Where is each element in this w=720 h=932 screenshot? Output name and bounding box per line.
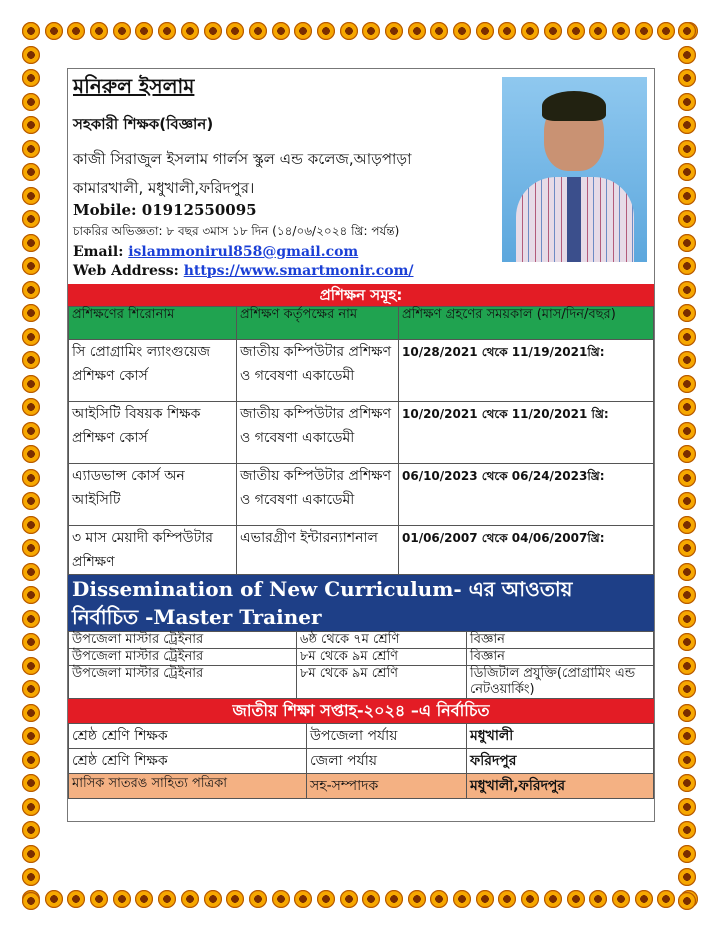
flower-icon [22,398,40,416]
flower-icon [22,868,40,886]
training-period-cell: 01/06/2007 থেকে 04/06/2007খ্রি: [399,526,654,575]
flower-icon [158,890,176,908]
flower-icon [340,890,358,908]
flower-icon [678,445,696,463]
web-link[interactable]: https://www.smartmonir.com/ [183,263,414,279]
web-label: Web Address: [73,263,184,279]
flower-icon [678,704,696,722]
master-trainer-title-line1: Dissemination of New Curriculum- এর আওতায় [72,577,573,601]
flower-icon [453,22,471,40]
magazine-role-cell: সহ-সম্পাদক [307,774,467,799]
flower-icon [45,890,63,908]
master-trainer-title-line2: নির্বাচিত -Master Trainer [72,605,322,629]
flower-icon [678,422,696,440]
flower-icon [158,22,176,40]
flower-icon [678,892,696,910]
flower-icon [612,22,630,40]
flower-icon [90,22,108,40]
education-week-title: জাতীয় শিক্ষা সপ্তাহ-২০২৪ –এ নির্বাচিত [68,699,654,723]
flower-icon [678,234,696,252]
flower-icon [678,633,696,651]
flower-border-left [22,22,42,910]
flower-icon [589,890,607,908]
flower-icon [678,680,696,698]
training-authority-cell: জাতীয় কম্পিউটার প্রশিক্ষণ ও গবেষণা একাডেমী [237,402,399,464]
flower-icon [22,140,40,158]
address: কামারখালী, মধুখালী,ফরিদপুর। [73,179,255,197]
table-row [69,340,654,402]
flower-icon [22,163,40,181]
flower-icon [544,22,562,40]
flower-icon [22,563,40,581]
flower-icon [22,46,40,64]
flower-icon [22,892,40,910]
flower-icon [22,210,40,228]
magazine-place-cell: মধুখালী,ফরিদপুর [467,774,654,799]
flower-icon [678,821,696,839]
mt-class-cell: ৮ম থেকে ৯ম শ্রেণি [297,666,467,699]
flower-icon [678,657,696,675]
profile-photo [502,77,647,262]
flower-icon [22,727,40,745]
training-period-cell: 10/28/2021 থেকে 11/19/2021খ্রি: [399,340,654,402]
flower-icon [678,257,696,275]
flower-icon [678,69,696,87]
flower-icon [635,22,653,40]
flower-icon [678,398,696,416]
master-trainer-title [68,575,654,631]
flower-icon [476,22,494,40]
flower-icon [453,890,471,908]
flower-icon [90,890,108,908]
flower-icon [204,22,222,40]
flower-icon [362,22,380,40]
flower-icon [678,469,696,487]
flower-icon [678,492,696,510]
flower-icon [678,351,696,369]
flower-icon [272,22,290,40]
ew-level-cell: উপজেলা পর্যায় [307,724,467,749]
flower-icon [476,890,494,908]
flower-icon [678,610,696,628]
mt-role-cell: উপজেলা মাস্টার ট্রেইনার [69,666,297,699]
flower-icon [226,22,244,40]
flower-icon [678,751,696,769]
resume-document [67,68,655,822]
flower-icon [272,890,290,908]
flower-icon [67,22,85,40]
flower-icon [430,890,448,908]
training-title-cell: আইসিটি বিষয়ক শিক্ষক প্রশিক্ষণ কোর্স [69,402,237,464]
mt-subject-cell: বিজ্ঞান [467,649,654,666]
profile-header [68,69,654,284]
flower-icon [22,610,40,628]
flower-icon [22,492,40,510]
flower-icon [22,469,40,487]
flower-icon [678,375,696,393]
flower-icon [567,890,585,908]
flower-icon [22,445,40,463]
flower-icon [249,890,267,908]
training-header-row [69,307,654,340]
flower-icon [678,539,696,557]
email-link[interactable]: islammonirul858@gmail.com [128,244,359,260]
training-title-cell: ৩ মাস মেয়াদী কম্পিউটার প্রশিক্ষণ [69,526,237,575]
table-row [69,632,654,649]
training-header-title: প্রশিক্ষণের শিরোনাম [69,307,237,340]
flower-icon [22,845,40,863]
magazine-cell: মাসিক সাতরঙ সাহিত্য পত্রিকা [69,774,307,799]
mobile-label: Mobile: [73,201,142,219]
training-authority-cell: জাতীয় কম্পিউটার প্রশিক্ষণ ও গবেষণা একাডেমী [237,464,399,526]
flower-icon [521,890,539,908]
training-header-period: প্রশিক্ষণ গ্রহণের সময়কাল (মাস/দিন/বছর) [399,307,654,340]
ew-title-cell: শ্রেষ্ঠ শ্রেণি শিক্ষক [69,724,307,749]
table-row [69,526,654,575]
flower-icon [678,845,696,863]
flower-icon [249,22,267,40]
flower-icon [22,187,40,205]
flower-icon [294,22,312,40]
flower-icon [22,821,40,839]
flower-icon [385,890,403,908]
flower-icon [22,422,40,440]
flower-icon [22,351,40,369]
flower-icon [22,257,40,275]
flower-icon [22,751,40,769]
flower-icon [408,22,426,40]
training-title-cell: সি প্রোগ্রামিং ল্যাংগুয়েজ প্রশিক্ষণ কোর্স [69,340,237,402]
flower-icon [113,22,131,40]
table-row [69,774,654,799]
training-period-cell: 10/20/2021 থেকে 11/20/2021 খ্রি: [399,402,654,464]
flower-icon [408,890,426,908]
flower-border-bottom [22,890,698,910]
flower-icon [678,46,696,64]
email-label: Email: [73,244,129,260]
table-row [69,402,654,464]
ew-place-cell: ফরিদপুর [467,749,654,774]
flower-icon [22,633,40,651]
flower-icon [362,890,380,908]
flower-icon [635,890,653,908]
mt-class-cell: ৬ষ্ঠ থেকে ৭ম শ্রেণি [297,632,467,649]
flower-icon [22,657,40,675]
designation: সহকারী শিক্ষক(বিজ্ঞান) [73,115,214,133]
flower-icon [567,22,585,40]
flower-icon [22,586,40,604]
flower-icon [226,890,244,908]
flower-icon [678,328,696,346]
flower-icon [22,539,40,557]
flower-icon [612,890,630,908]
education-week-table [68,723,654,799]
mt-class-cell: ৮ম থেকে ৯ম শ্রেণি [297,649,467,666]
training-authority-cell: এভারগ্রীণ ইন্টারন্যাশনাল [237,526,399,575]
flower-icon [45,22,63,40]
flower-icon [678,187,696,205]
flower-icon [181,22,199,40]
flower-icon [521,22,539,40]
flower-icon [657,890,675,908]
flower-icon [544,890,562,908]
mobile-number: 01912550095 [141,201,257,219]
training-header-authority: প্রশিক্ষণ কর্তৃপক্ষের নাম [237,307,399,340]
flower-icon [135,22,153,40]
flower-icon [204,890,222,908]
training-period-cell: 06/10/2023 থেকে 06/24/2023খ্রি: [399,464,654,526]
flower-icon [317,22,335,40]
flower-icon [22,516,40,534]
institution: কাজী সিরাজুল ইসলাম গার্লস স্কুল এন্ড কলেজ,আড়পাড়া [73,150,412,168]
table-row [69,724,654,749]
flower-icon [678,727,696,745]
training-title-cell: এ্যাডভান্স কোর্স অন আইসিটি [69,464,237,526]
table-row [69,749,654,774]
flower-icon [340,22,358,40]
flower-icon [430,22,448,40]
ew-level-cell: জেলা পর্যায় [307,749,467,774]
flower-icon [678,116,696,134]
flower-icon [678,281,696,299]
flower-icon [135,890,153,908]
flower-icon [678,586,696,604]
table-row [69,649,654,666]
flower-icon [22,22,40,40]
flower-icon [22,328,40,346]
flower-icon [22,304,40,322]
flower-icon [22,704,40,722]
flower-icon [678,304,696,322]
flower-icon [22,680,40,698]
ew-title-cell: শ্রেষ্ঠ শ্রেণি শিক্ষক [69,749,307,774]
email-line [73,244,358,260]
flower-border-top [22,22,698,42]
flower-icon [385,22,403,40]
flower-icon [113,890,131,908]
flower-icon [678,163,696,181]
flower-icon [317,890,335,908]
flower-icon [22,116,40,134]
flower-icon [22,281,40,299]
flower-icon [678,563,696,581]
flower-icon [498,890,516,908]
flower-icon [498,22,516,40]
flower-icon [678,22,696,40]
mobile-line [73,201,257,219]
training-table [68,306,654,575]
mt-role-cell: উপজেলা মাস্টার ট্রেইনার [69,649,297,666]
flower-icon [678,210,696,228]
flower-icon [22,798,40,816]
flower-icon [294,890,312,908]
flower-icon [678,516,696,534]
training-title: প্রশিক্ষন সমূহ: [68,284,654,306]
flower-icon [67,890,85,908]
web-line [73,263,414,279]
flower-icon [678,798,696,816]
flower-icon [678,774,696,792]
experience: চাকরির অভিজ্ঞতা: ৮ বছর ৩মাস ১৮ দিন (১৪/০৬/২০২৪ খ্রি: পর্যন্ত) [73,224,400,238]
master-trainer-table [68,631,654,699]
flower-icon [22,774,40,792]
table-row [69,464,654,526]
flower-icon [22,69,40,87]
flower-icon [22,234,40,252]
flower-border-right [678,22,698,910]
flower-icon [22,375,40,393]
flower-icon [678,140,696,158]
flower-icon [657,22,675,40]
mt-subject-cell: ডিজিটাল প্রযুক্তি(প্রোগ্রামিং এন্ড নেটওয়ার্কিং) [467,666,654,699]
flower-icon [181,890,199,908]
person-name: মনিরুল ইসলাম [73,74,195,98]
ew-place-cell: মধুখালী [467,724,654,749]
mt-subject-cell: বিজ্ঞান [467,632,654,649]
flower-icon [678,868,696,886]
flower-icon [678,93,696,111]
training-authority-cell: জাতীয় কম্পিউটার প্রশিক্ষণ ও গবেষণা একাডেমী [237,340,399,402]
table-row [69,666,654,699]
flower-icon [589,22,607,40]
flower-icon [22,93,40,111]
mt-role-cell: উপজেলা মাস্টার ট্রেইনার [69,632,297,649]
